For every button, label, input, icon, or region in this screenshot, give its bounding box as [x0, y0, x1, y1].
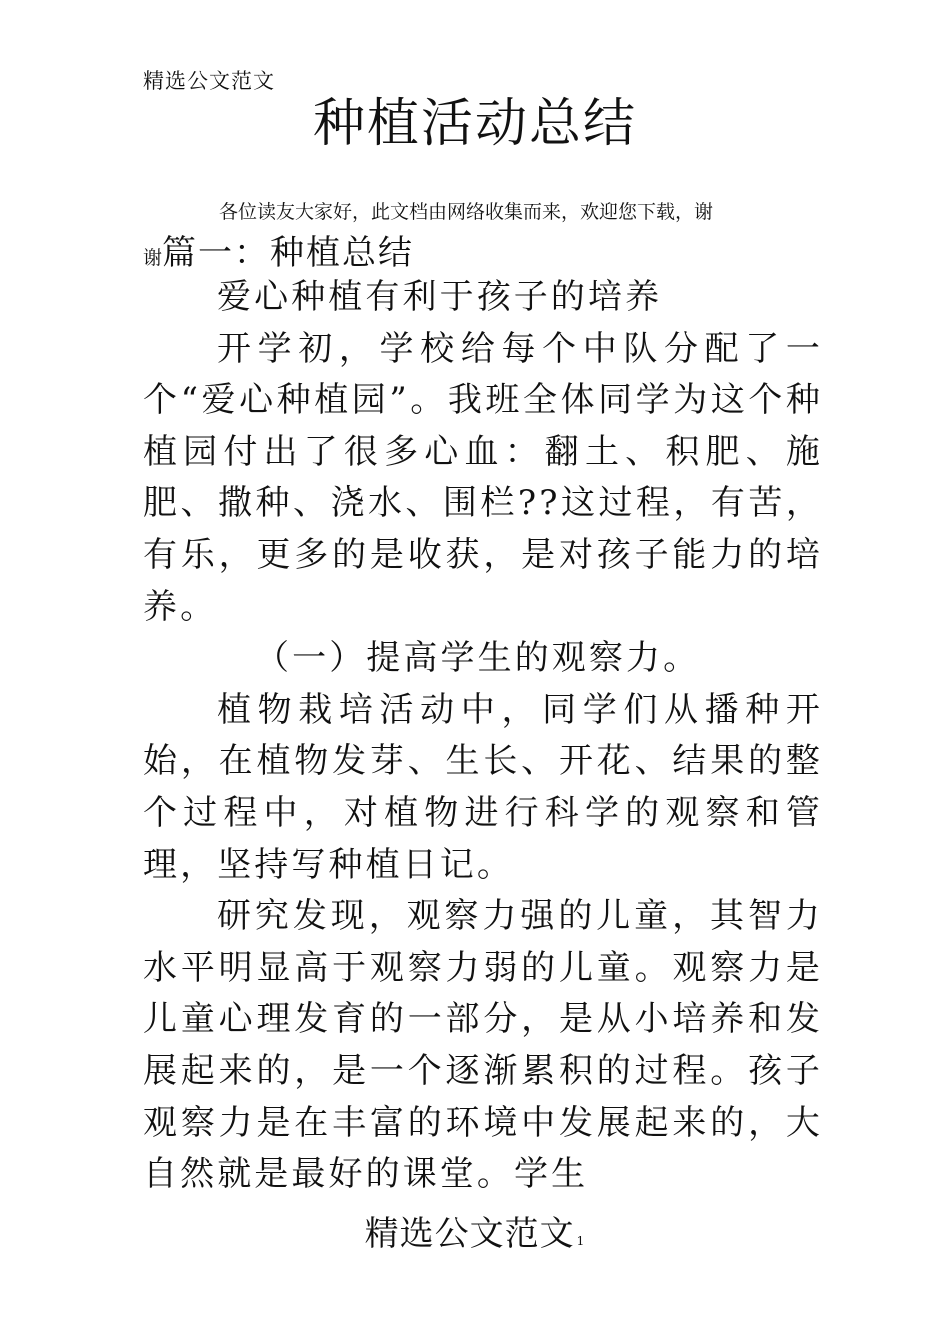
paragraph: 植物栽培活动中，同学们从播种开始，在植物发芽、生长、开花、结果的整个过程中，对植物进行科学的观察和管理，坚持写种植日记。 [143, 689, 823, 885]
section-heading-line [143, 225, 414, 274]
document-title: 种植活动总结 [312, 94, 637, 154]
header-label: 精选公文范文 [143, 69, 275, 93]
section-heading: 篇一：种植总结 [162, 233, 415, 273]
footer [0, 1212, 950, 1263]
paragraph: 研究发现，观察力强的儿童，其智力水平明显高于观察力弱的儿童。观察力是儿童心理发育的一部分，是从小培养和发展起来的，是一个逐渐累积的过程。孩子观察力是在丰富的环境中发展起来的，大自然就是最好的课堂。学生 [143, 896, 823, 1195]
paragraph-subtitle: 爱心种植有利于孩子的培养 [217, 277, 663, 317]
page-number: 1 [576, 1234, 586, 1248]
paragraph-subheading: （一）提高学生的观察力。 [255, 638, 701, 679]
intro-text: 各位读友大家好，此文档由网络收集而来，欢迎您下载，谢 [219, 201, 714, 223]
intro-line [143, 197, 815, 227]
paragraph: 开学初，学校给每个中队分配了一个“爱心种植园”。我班全体同学为这个种植园付出了很多心血：翻土、积肥、施肥、撒种、浇水、围栏??这过程，有苦，有乐，更多的是收获，是对孩子能力的培养。 [143, 328, 823, 627]
intro-tail: 谢 [143, 247, 163, 269]
body-text [143, 272, 823, 1201]
footer-label: 精选公文范文 [364, 1214, 575, 1254]
